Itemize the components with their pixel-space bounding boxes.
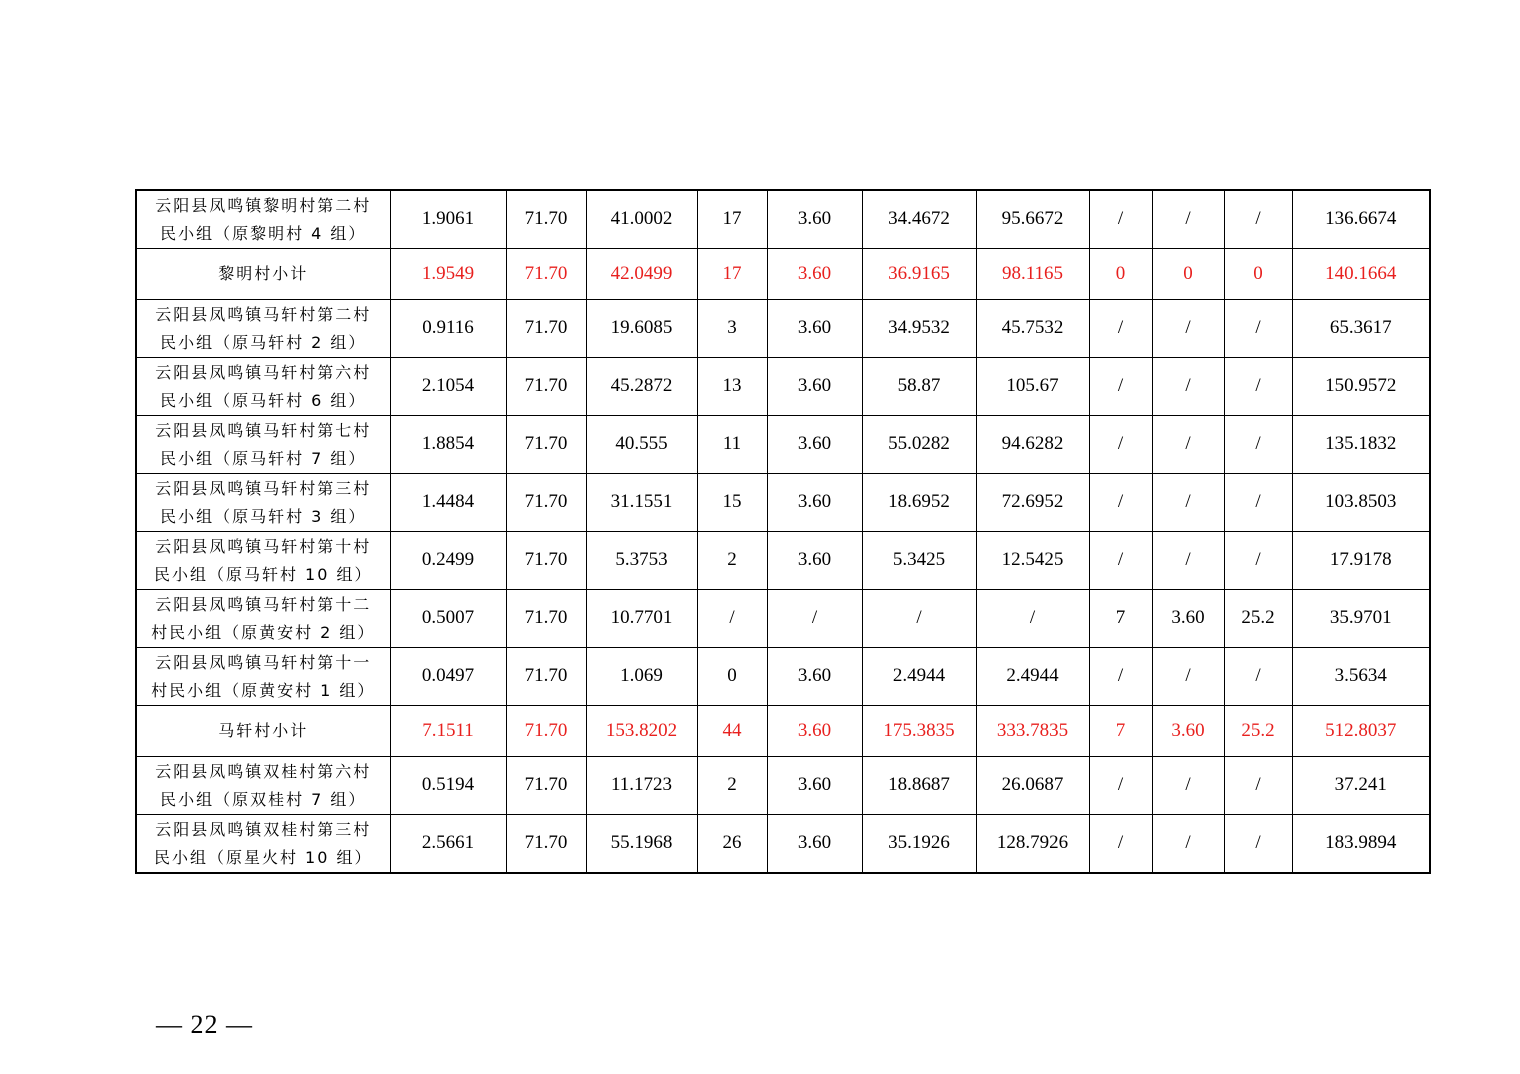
table-row xyxy=(136,590,1430,648)
value-cell: 1.9061 xyxy=(390,190,506,249)
value-cell: 18.6952 xyxy=(862,474,976,532)
value-cell: 98.1165 xyxy=(976,249,1089,300)
value-cell: 175.3835 xyxy=(862,706,976,757)
value-cell: 7.1511 xyxy=(390,706,506,757)
row-name-line: 云阳县凤鸣镇黎明村第二村 xyxy=(155,195,372,215)
value-cell: 0 xyxy=(697,648,767,706)
value-cell: 65.3617 xyxy=(1292,300,1430,358)
value-cell: 17 xyxy=(697,190,767,249)
value-cell: 3.60 xyxy=(767,532,862,590)
row-name-cell xyxy=(136,300,390,358)
value-cell: 3.60 xyxy=(767,757,862,815)
value-cell: 3.60 xyxy=(767,474,862,532)
value-cell: 3.60 xyxy=(767,300,862,358)
table-row xyxy=(136,757,1430,815)
value-cell: / xyxy=(1152,300,1224,358)
value-cell: 2 xyxy=(697,532,767,590)
value-cell: / xyxy=(1224,358,1292,416)
row-name-cell xyxy=(136,474,390,532)
table-row xyxy=(136,416,1430,474)
value-cell: / xyxy=(1089,358,1152,416)
value-cell: 3.60 xyxy=(767,416,862,474)
value-cell: 0.5007 xyxy=(390,590,506,648)
value-cell: 3.60 xyxy=(767,190,862,249)
value-cell: 44 xyxy=(697,706,767,757)
value-cell: 45.2872 xyxy=(586,358,697,416)
value-cell: / xyxy=(697,590,767,648)
value-cell: 2.4944 xyxy=(862,648,976,706)
value-cell: 333.7835 xyxy=(976,706,1089,757)
value-cell: 512.8037 xyxy=(1292,706,1430,757)
value-cell: / xyxy=(1089,815,1152,874)
value-cell: 1.9549 xyxy=(390,249,506,300)
value-cell: / xyxy=(1152,815,1224,874)
row-name-cell xyxy=(136,532,390,590)
value-cell: 58.87 xyxy=(862,358,976,416)
value-cell: 2.5661 xyxy=(390,815,506,874)
row-name-line: 村民小组（原黄安村 1 组） xyxy=(151,680,376,700)
row-name-line: 民小组（原马轩村 2 组） xyxy=(160,332,367,352)
value-cell: / xyxy=(862,590,976,648)
value-cell: 0 xyxy=(1224,249,1292,300)
value-cell: 10.7701 xyxy=(586,590,697,648)
value-cell: 1.069 xyxy=(586,648,697,706)
value-cell: / xyxy=(1224,300,1292,358)
compensation-table xyxy=(135,189,1431,874)
value-cell: 1.8854 xyxy=(390,416,506,474)
value-cell: 128.7926 xyxy=(976,815,1089,874)
row-name-line: 村民小组（原黄安村 2 组） xyxy=(151,622,376,642)
value-cell: / xyxy=(1089,300,1152,358)
value-cell: 26.0687 xyxy=(976,757,1089,815)
value-cell: / xyxy=(1152,648,1224,706)
value-cell: / xyxy=(1152,358,1224,416)
value-cell: 71.70 xyxy=(506,416,586,474)
value-cell: / xyxy=(1224,815,1292,874)
value-cell: 105.67 xyxy=(976,358,1089,416)
value-cell: 3.60 xyxy=(1152,706,1224,757)
value-cell: / xyxy=(1152,190,1224,249)
value-cell: 5.3425 xyxy=(862,532,976,590)
value-cell: 26 xyxy=(697,815,767,874)
row-name-line: 云阳县凤鸣镇马轩村第七村 xyxy=(155,420,372,440)
row-name-cell xyxy=(136,190,390,249)
value-cell: 71.70 xyxy=(506,757,586,815)
value-cell: 3.5634 xyxy=(1292,648,1430,706)
value-cell: 0.0497 xyxy=(390,648,506,706)
row-name-line: 云阳县凤鸣镇马轩村第十二 xyxy=(155,594,372,614)
table-row xyxy=(136,648,1430,706)
row-name-cell xyxy=(136,757,390,815)
value-cell: 15 xyxy=(697,474,767,532)
table-row xyxy=(136,190,1430,249)
value-cell: / xyxy=(1089,757,1152,815)
value-cell: 0.9116 xyxy=(390,300,506,358)
value-cell: / xyxy=(1224,416,1292,474)
value-cell: / xyxy=(1224,190,1292,249)
value-cell: 0.5194 xyxy=(390,757,506,815)
value-cell: 71.70 xyxy=(506,532,586,590)
value-cell: / xyxy=(1152,416,1224,474)
value-cell: 34.9532 xyxy=(862,300,976,358)
row-name-line: 民小组（原黎明村 4 组） xyxy=(160,223,367,243)
value-cell: 13 xyxy=(697,358,767,416)
value-cell: 150.9572 xyxy=(1292,358,1430,416)
value-cell: 71.70 xyxy=(506,474,586,532)
value-cell: 45.7532 xyxy=(976,300,1089,358)
value-cell: 7 xyxy=(1089,590,1152,648)
value-cell: / xyxy=(1089,190,1152,249)
row-name-cell xyxy=(136,648,390,706)
value-cell: / xyxy=(1224,648,1292,706)
value-cell: 35.1926 xyxy=(862,815,976,874)
value-cell: 42.0499 xyxy=(586,249,697,300)
table-row xyxy=(136,474,1430,532)
table-row xyxy=(136,358,1430,416)
row-name-cell xyxy=(136,590,390,648)
value-cell: 3 xyxy=(697,300,767,358)
value-cell: 0 xyxy=(1152,249,1224,300)
value-cell: / xyxy=(1224,757,1292,815)
value-cell: 11 xyxy=(697,416,767,474)
row-name-line: 云阳县凤鸣镇马轩村第六村 xyxy=(155,362,372,382)
value-cell: 71.70 xyxy=(506,300,586,358)
row-name-line: 民小组（原马轩村 10 组） xyxy=(153,564,373,584)
value-cell: 71.70 xyxy=(506,590,586,648)
compensation-table-container xyxy=(135,189,1429,874)
row-name-line: 云阳县凤鸣镇双桂村第三村 xyxy=(155,819,372,839)
value-cell: 31.1551 xyxy=(586,474,697,532)
row-name-line: 云阳县凤鸣镇马轩村第二村 xyxy=(155,304,372,324)
row-name-cell xyxy=(136,706,390,757)
value-cell: / xyxy=(767,590,862,648)
row-name-line: 云阳县凤鸣镇马轩村第三村 xyxy=(155,478,372,498)
row-name-line: 民小组（原马轩村 7 组） xyxy=(160,448,367,468)
value-cell: 103.8503 xyxy=(1292,474,1430,532)
value-cell: 3.60 xyxy=(1152,590,1224,648)
value-cell: 153.8202 xyxy=(586,706,697,757)
value-cell: 71.70 xyxy=(506,358,586,416)
row-name-cell xyxy=(136,358,390,416)
value-cell: 95.6672 xyxy=(976,190,1089,249)
value-cell: 12.5425 xyxy=(976,532,1089,590)
row-name-line: 民小组（原马轩村 3 组） xyxy=(160,506,367,526)
value-cell: / xyxy=(1089,532,1152,590)
value-cell: 1.4484 xyxy=(390,474,506,532)
row-name-cell xyxy=(136,416,390,474)
value-cell: 71.70 xyxy=(506,815,586,874)
table-row xyxy=(136,815,1430,874)
value-cell: 37.241 xyxy=(1292,757,1430,815)
value-cell: 25.2 xyxy=(1224,706,1292,757)
value-cell: 2.4944 xyxy=(976,648,1089,706)
value-cell: 183.9894 xyxy=(1292,815,1430,874)
subtotal-row xyxy=(136,706,1430,757)
value-cell: 41.0002 xyxy=(586,190,697,249)
row-name-line: 黎明村小计 xyxy=(218,264,309,283)
value-cell: 55.1968 xyxy=(586,815,697,874)
value-cell: 34.4672 xyxy=(862,190,976,249)
value-cell: 3.60 xyxy=(767,815,862,874)
value-cell: / xyxy=(1089,474,1152,532)
value-cell: 17.9178 xyxy=(1292,532,1430,590)
value-cell: 40.555 xyxy=(586,416,697,474)
value-cell: 136.6674 xyxy=(1292,190,1430,249)
value-cell: 3.60 xyxy=(767,648,862,706)
value-cell: 71.70 xyxy=(506,648,586,706)
value-cell: / xyxy=(1152,474,1224,532)
row-name-cell xyxy=(136,815,390,874)
page-number: — 22 — xyxy=(156,1010,253,1039)
row-name-line: 民小组（原双桂村 7 组） xyxy=(160,789,367,809)
value-cell: / xyxy=(1089,416,1152,474)
value-cell: 135.1832 xyxy=(1292,416,1430,474)
value-cell: / xyxy=(976,590,1089,648)
value-cell: 3.60 xyxy=(767,358,862,416)
value-cell: 5.3753 xyxy=(586,532,697,590)
table-body xyxy=(136,190,1430,873)
row-name-line: 云阳县凤鸣镇马轩村第十村 xyxy=(155,536,372,556)
row-name-line: 民小组（原星火村 10 组） xyxy=(153,847,373,867)
value-cell: / xyxy=(1152,532,1224,590)
value-cell: 35.9701 xyxy=(1292,590,1430,648)
value-cell: / xyxy=(1224,532,1292,590)
value-cell: 11.1723 xyxy=(586,757,697,815)
table-row xyxy=(136,300,1430,358)
row-name-cell xyxy=(136,249,390,300)
value-cell: 36.9165 xyxy=(862,249,976,300)
value-cell: 3.60 xyxy=(767,249,862,300)
value-cell: 0 xyxy=(1089,249,1152,300)
value-cell: / xyxy=(1224,474,1292,532)
value-cell: / xyxy=(1089,648,1152,706)
value-cell: 140.1664 xyxy=(1292,249,1430,300)
value-cell: 19.6085 xyxy=(586,300,697,358)
value-cell: 2.1054 xyxy=(390,358,506,416)
value-cell: 71.70 xyxy=(506,249,586,300)
value-cell: 17 xyxy=(697,249,767,300)
row-name-line: 云阳县凤鸣镇双桂村第六村 xyxy=(155,761,372,781)
table-row xyxy=(136,532,1430,590)
value-cell: 71.70 xyxy=(506,190,586,249)
value-cell: 7 xyxy=(1089,706,1152,757)
subtotal-row xyxy=(136,249,1430,300)
value-cell: 2 xyxy=(697,757,767,815)
row-name-line: 马轩村小计 xyxy=(218,721,309,740)
row-name-line: 民小组（原马轩村 6 组） xyxy=(160,390,367,410)
value-cell: 55.0282 xyxy=(862,416,976,474)
value-cell: 72.6952 xyxy=(976,474,1089,532)
value-cell: 0.2499 xyxy=(390,532,506,590)
value-cell: 18.8687 xyxy=(862,757,976,815)
value-cell: 94.6282 xyxy=(976,416,1089,474)
value-cell: 25.2 xyxy=(1224,590,1292,648)
value-cell: / xyxy=(1152,757,1224,815)
value-cell: 71.70 xyxy=(506,706,586,757)
row-name-line: 云阳县凤鸣镇马轩村第十一 xyxy=(155,652,372,672)
value-cell: 3.60 xyxy=(767,706,862,757)
